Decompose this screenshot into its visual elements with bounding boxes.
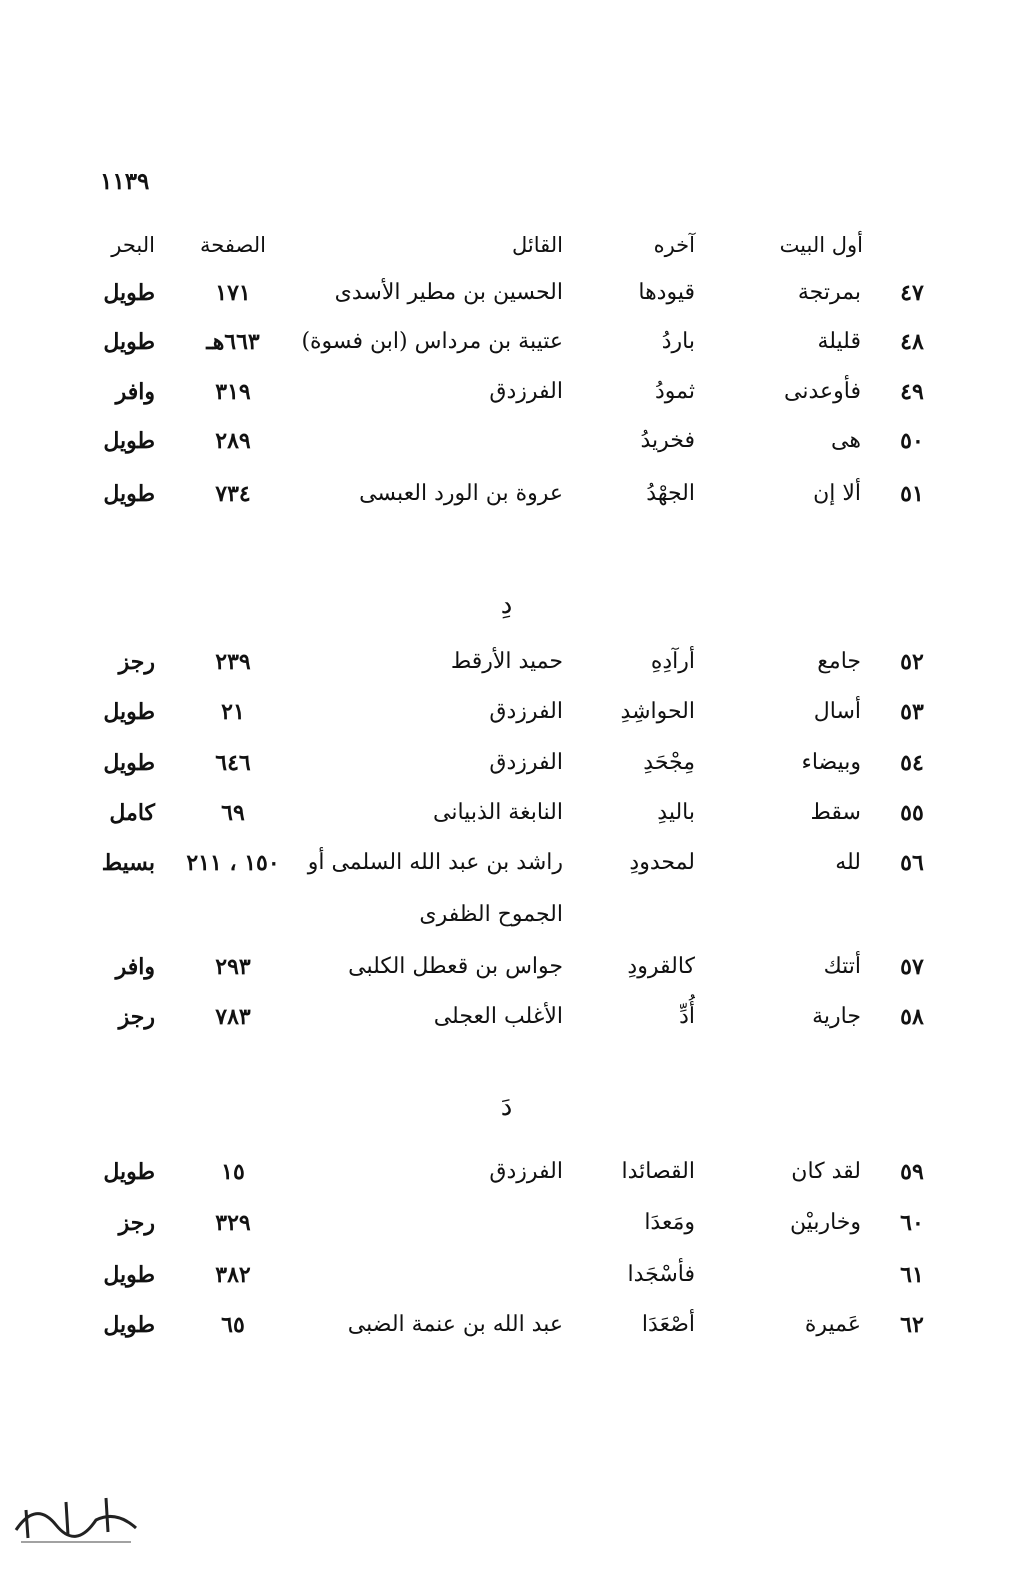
verse-page: ١٧١ — [215, 280, 251, 306]
verse-poet: الأغلب العجلى — [433, 1004, 563, 1029]
page-number: ١١٣٩ — [100, 168, 150, 195]
verse-meter: بسيط — [101, 850, 155, 876]
verse-number: ٥٢ — [900, 649, 924, 675]
verse-first: ألا إن — [813, 481, 861, 506]
verse-meter: طويل — [103, 1159, 155, 1185]
verse-page: ٧٨٣ — [215, 1004, 251, 1030]
verse-last: الحواشِدِ — [620, 699, 695, 724]
verse-poet: حميد الأرقط — [450, 649, 563, 674]
verse-last: لمحدودِ — [629, 850, 695, 875]
verse-number: ٥٧ — [900, 954, 924, 980]
section-heading: دِ — [500, 590, 513, 620]
verse-number: ٥١ — [900, 481, 924, 507]
verse-last: مِجْحَدِ — [643, 750, 695, 775]
verse-number: ٥٣ — [900, 699, 924, 725]
verse-page: ٧٣٤ — [215, 481, 251, 507]
verse-last: باليدِ — [657, 800, 695, 825]
verse-number: ٦٠ — [900, 1210, 924, 1236]
verse-poet: عتيبة بن مرداس (ابن فسوة) — [301, 329, 563, 354]
header-last: آخره — [653, 233, 695, 257]
verse-page: ٦٤٦ — [215, 750, 251, 776]
verse-meter: طويل — [103, 750, 155, 776]
verse-last: قيودها — [638, 280, 695, 305]
verse-first: وخاربيْن — [789, 1210, 861, 1235]
verse-meter: طويل — [103, 280, 155, 306]
verse-poet: عروة بن الورد العبسى — [359, 481, 563, 506]
verse-first: وبيضاء — [801, 750, 861, 775]
verse-meter: طويل — [103, 329, 155, 355]
verse-poet: الجموح الظفرى — [419, 902, 563, 927]
verse-page: ٢٨٩ — [215, 428, 251, 454]
section-heading: دَ — [500, 1092, 513, 1122]
verse-number: ٥٥ — [900, 800, 924, 826]
verse-number: ٤٨ — [900, 329, 924, 355]
table-row — [0, 421, 1013, 461]
verse-page: ٦٥ — [221, 1312, 245, 1338]
table-row — [0, 743, 1013, 783]
table-row — [0, 947, 1013, 987]
verse-number: ٥٩ — [900, 1159, 924, 1185]
verse-last: الجهْدُ — [646, 481, 695, 506]
verse-page: ٣١٩ — [215, 379, 251, 405]
verse-meter: طويل — [103, 481, 155, 507]
verse-number: ٦١ — [900, 1262, 924, 1288]
verse-first: فأوعدنى — [784, 379, 861, 404]
verse-page: ٢٩٣ — [215, 954, 251, 980]
verse-poet: الفرزدق — [489, 1159, 563, 1184]
verse-first: قليلة — [817, 329, 861, 354]
verse-meter: رجز — [118, 1210, 155, 1236]
table-row-continuation — [0, 895, 1013, 935]
verse-number: ٥٨ — [900, 1004, 924, 1030]
verse-last: القصائدا — [621, 1159, 695, 1184]
verse-last: ومَعدَا — [644, 1210, 695, 1235]
header-poet: القائل — [511, 233, 563, 257]
verse-last: أصْعَدَا — [641, 1312, 695, 1337]
header-page: الصفحة — [200, 233, 266, 257]
header-meter: البحر — [111, 233, 155, 257]
verse-page: ١٥ — [221, 1159, 245, 1185]
verse-poet: جواس بن قعطل الكلبى — [348, 954, 563, 979]
verse-meter: وافر — [115, 954, 155, 980]
verse-number: ٥٤ — [900, 750, 924, 776]
verse-page: ٦٩ — [221, 800, 245, 826]
table-row — [0, 1305, 1013, 1345]
verse-number: ٤٧ — [900, 280, 924, 306]
table-row — [0, 273, 1013, 313]
verse-meter: رجز — [118, 1004, 155, 1030]
table-row — [0, 322, 1013, 362]
verse-first: لقد كان — [791, 1159, 861, 1184]
verse-page: ٢٣٩ — [215, 649, 251, 675]
verse-meter: رجز — [118, 649, 155, 675]
verse-meter: وافر — [115, 379, 155, 405]
calligraphy-logo-icon — [6, 1480, 146, 1550]
table-header — [0, 225, 1013, 265]
verse-last: باردُ — [661, 329, 695, 354]
verse-meter: طويل — [103, 1312, 155, 1338]
verse-last: كالقرودِ — [627, 954, 695, 979]
table-row — [0, 474, 1013, 514]
verse-poet: الحسين بن مطير الأسدى — [334, 280, 563, 305]
table-row — [0, 997, 1013, 1037]
verse-first: أسال — [813, 699, 861, 724]
verse-first: هى — [831, 428, 861, 453]
verse-poet: النابغة الذبيانى — [433, 800, 563, 825]
table-row — [0, 372, 1013, 412]
verse-last: أرآدِهِ — [650, 649, 695, 674]
table-row — [0, 1203, 1013, 1243]
table-row — [0, 793, 1013, 833]
verse-page: ٣٨٢ — [215, 1262, 251, 1288]
verse-first: أتتك — [823, 954, 861, 979]
verse-poet: الفرزدق — [489, 750, 563, 775]
header-first: أول البيت — [779, 233, 863, 257]
table-row — [0, 843, 1013, 883]
verse-last: أُدِّ — [679, 1004, 695, 1029]
verse-meter: طويل — [103, 1262, 155, 1288]
verse-poet: الفرزدق — [489, 699, 563, 724]
verse-number: ٤٩ — [900, 379, 924, 405]
verse-first: لله — [835, 850, 861, 875]
table-row — [0, 1255, 1013, 1295]
verse-meter: طويل — [103, 428, 155, 454]
verse-first: بمرتجة — [797, 280, 861, 305]
verse-first: عَميرة — [804, 1312, 861, 1337]
verse-first: جامع — [817, 649, 861, 674]
verse-page: ٣٢٩ — [215, 1210, 251, 1236]
verse-page: ٦٦٣هـ — [206, 329, 260, 355]
verse-meter: طويل — [103, 699, 155, 725]
verse-page: ١٥٠ ، ٢١١ — [186, 850, 280, 876]
verse-number: ٥٦ — [900, 850, 924, 876]
verse-poet: راشد بن عبد الله السلمى أو — [307, 850, 563, 875]
verse-first: جارية — [812, 1004, 861, 1029]
verse-meter: كامل — [109, 800, 155, 826]
verse-last: ثمودُ — [654, 379, 695, 404]
verse-first: سقط — [810, 800, 861, 825]
verse-number: ٥٠ — [900, 428, 924, 454]
table-row — [0, 1152, 1013, 1192]
verse-poet: عبد الله بن عنمة الضبى — [347, 1312, 563, 1337]
verse-page: ٢١ — [221, 699, 245, 725]
verse-last: فأسْجَدا — [627, 1262, 695, 1287]
verse-poet: الفرزدق — [489, 379, 563, 404]
verse-number: ٦٢ — [900, 1312, 924, 1338]
publisher-logo — [6, 1480, 146, 1550]
table-row — [0, 642, 1013, 682]
table-row — [0, 692, 1013, 732]
verse-last: فخريدُ — [640, 428, 695, 453]
